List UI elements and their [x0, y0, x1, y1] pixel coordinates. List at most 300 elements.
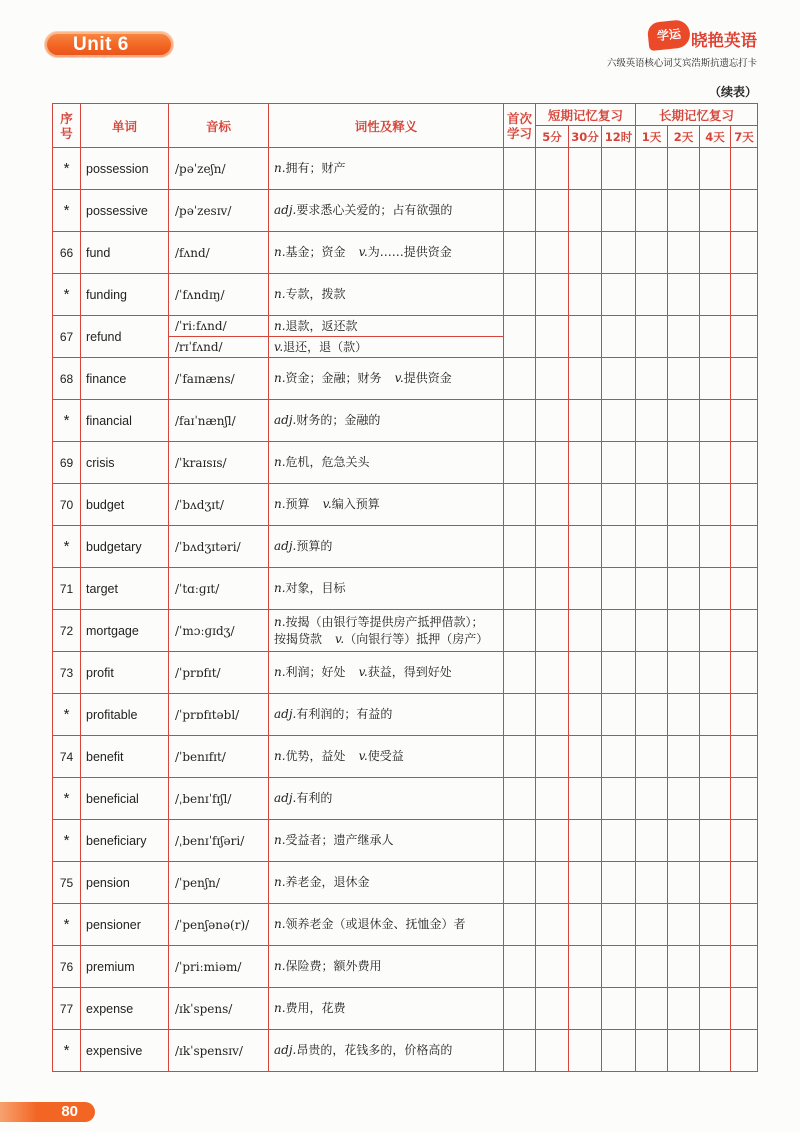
- table-row: [53, 694, 758, 736]
- sense: [274, 615, 484, 629]
- word-cell: funding: [81, 274, 169, 316]
- review-check-cell: [569, 652, 602, 694]
- review-check-cell: [731, 694, 758, 736]
- review-check-cell: [636, 652, 668, 694]
- review-check-cell: [569, 736, 602, 778]
- review-check-cell: [504, 1030, 536, 1072]
- review-check-cell: [602, 232, 636, 274]
- meaning-cell: [269, 568, 504, 610]
- sense: [274, 707, 392, 721]
- review-check-cell: [668, 778, 700, 820]
- review-check-cell: [700, 778, 731, 820]
- col-header-interval: 30分: [569, 126, 602, 148]
- review-check-cell: [569, 904, 602, 946]
- meaning-line: [274, 1000, 503, 1017]
- row-number: 71: [53, 568, 81, 610]
- review-check-cell: [536, 526, 569, 568]
- col-header-interval: 12时: [602, 126, 636, 148]
- review-check-cell: [700, 400, 731, 442]
- review-check-cell: [731, 736, 758, 778]
- review-check-cell: [668, 400, 700, 442]
- review-check-cell: [536, 820, 569, 862]
- col-header-interval: 1天: [636, 126, 668, 148]
- review-check-cell: [504, 946, 536, 988]
- meaning-line: [274, 318, 503, 335]
- part-of-speech: n.: [274, 959, 286, 974]
- meaning-cell: [269, 358, 504, 400]
- review-check-cell: [569, 442, 602, 484]
- review-check-cell: [636, 526, 668, 568]
- part-of-speech: adj.: [274, 203, 297, 218]
- word-cell: budget: [81, 484, 169, 526]
- row-number: 69: [53, 442, 81, 484]
- phonetic-cell: /ˈpriːmiəm/: [169, 946, 269, 988]
- review-check-cell: [569, 1030, 602, 1072]
- review-check-cell: [731, 190, 758, 232]
- review-check-cell: [636, 400, 668, 442]
- review-check-cell: [602, 652, 636, 694]
- part-of-speech: v.: [358, 749, 368, 764]
- phonetic-cell: /ˈriːfʌnd/: [169, 316, 269, 337]
- meaning-cell: [269, 1030, 504, 1072]
- review-check-cell: [569, 820, 602, 862]
- part-of-speech: v.: [335, 631, 345, 646]
- review-check-cell: [668, 442, 700, 484]
- phonetic-cell: /ˈkraɪsɪs/: [169, 442, 269, 484]
- word-cell: expensive: [81, 1030, 169, 1072]
- review-check-cell: [602, 694, 636, 736]
- phonetic-cell: /ˌbenɪˈfɪʃl/: [169, 778, 269, 820]
- part-of-speech: adj.: [274, 1043, 297, 1058]
- review-check-cell: [636, 232, 668, 274]
- word-cell: beneficial: [81, 778, 169, 820]
- review-check-cell: [668, 736, 700, 778]
- review-check-cell: [569, 148, 602, 190]
- sense: [274, 203, 452, 217]
- sense: [274, 959, 382, 973]
- sense: [274, 791, 332, 805]
- review-check-cell: [602, 862, 636, 904]
- review-check-cell: [731, 274, 758, 316]
- review-check-cell: [536, 988, 569, 1030]
- review-check-cell: [636, 820, 668, 862]
- vocabulary-table: [52, 103, 758, 1072]
- phonetic-cell: /ˈprɒfɪt/: [169, 652, 269, 694]
- review-check-cell: [536, 232, 569, 274]
- definition-text: 有利的: [296, 791, 333, 806]
- sense: [274, 319, 358, 333]
- col-header-first-study-label: 首次学习: [506, 110, 532, 141]
- review-check-cell: [731, 526, 758, 568]
- part-of-speech: n.: [274, 455, 286, 470]
- review-check-cell: [731, 946, 758, 988]
- review-check-cell: [668, 358, 700, 400]
- table-row: [53, 358, 758, 400]
- review-check-cell: [731, 778, 758, 820]
- review-check-cell: [668, 820, 700, 862]
- table-row: [53, 526, 758, 568]
- meaning-cell: [269, 946, 504, 988]
- meaning-cell: [269, 526, 504, 568]
- word-cell: financial: [81, 400, 169, 442]
- review-check-cell: [536, 694, 569, 736]
- review-check-cell: [636, 904, 668, 946]
- review-check-cell: [668, 946, 700, 988]
- review-check-cell: [636, 274, 668, 316]
- table-header-row: [53, 104, 758, 126]
- table-row: [53, 904, 758, 946]
- review-check-cell: [700, 610, 731, 652]
- word-cell: possession: [81, 148, 169, 190]
- review-check-cell: [569, 400, 602, 442]
- review-check-cell: [569, 274, 602, 316]
- definition-text: 保险费；额外费用: [285, 959, 382, 974]
- phonetic-cell: /pəˈzesɪv/: [169, 190, 269, 232]
- definition-text: 预算的: [296, 539, 333, 554]
- review-check-cell: [536, 652, 569, 694]
- review-check-cell: [536, 862, 569, 904]
- word-cell: pension: [81, 862, 169, 904]
- definition-text: 按揭贷款: [274, 631, 323, 646]
- table-row: [53, 232, 758, 274]
- meaning-line: [274, 160, 503, 177]
- part-of-speech: v.: [394, 371, 404, 386]
- definition-text: 有利润的；有益的: [296, 707, 393, 722]
- definition-text: 拥有；财产: [285, 161, 346, 176]
- definition-text: 领养老金（或退休金、抚恤金）者: [285, 917, 466, 932]
- word-cell: beneficiary: [81, 820, 169, 862]
- meaning-line: [274, 614, 503, 631]
- review-check-cell: [636, 358, 668, 400]
- review-check-cell: [536, 316, 569, 358]
- review-check-cell: [504, 904, 536, 946]
- review-check-cell: [731, 904, 758, 946]
- review-check-cell: [668, 904, 700, 946]
- sense: [274, 497, 310, 511]
- brand-logo-icon: 学运: [647, 19, 692, 51]
- part-of-speech: n.: [274, 833, 286, 848]
- sense: [335, 632, 488, 646]
- review-check-cell: [536, 190, 569, 232]
- table-row: [53, 862, 758, 904]
- col-header-interval: 5分: [536, 126, 569, 148]
- col-header-word: 单词: [81, 104, 169, 148]
- review-check-cell: [668, 148, 700, 190]
- review-check-cell: [569, 316, 602, 358]
- sense: [274, 371, 382, 385]
- meaning-line: [274, 202, 503, 219]
- review-check-cell: [536, 442, 569, 484]
- phonetic-cell: /ˈtɑːɡɪt/: [169, 568, 269, 610]
- review-check-cell: [731, 484, 758, 526]
- row-number: 74: [53, 736, 81, 778]
- sense: [274, 632, 322, 646]
- row-number: *: [53, 400, 81, 442]
- definition-text: 专款，拨款: [285, 287, 346, 302]
- definition-text: 按揭（由银行等提供房产抵押借款）；: [285, 614, 484, 629]
- part-of-speech: n.: [274, 161, 286, 176]
- col-header-first-study: [504, 104, 536, 148]
- word-cell: target: [81, 568, 169, 610]
- review-check-cell: [504, 274, 536, 316]
- review-check-cell: [700, 988, 731, 1030]
- table-row: [53, 652, 758, 694]
- table-row: [53, 400, 758, 442]
- phonetic-cell: /ˈpenʃənə(r)/: [169, 904, 269, 946]
- sense: [274, 833, 394, 847]
- review-check-cell: [636, 484, 668, 526]
- phonetic-cell: /rɪˈfʌnd/: [169, 337, 269, 358]
- row-number: *: [53, 190, 81, 232]
- word-cell: refund: [81, 316, 169, 358]
- review-check-cell: [504, 610, 536, 652]
- table-row: [53, 190, 758, 232]
- word-cell: budgetary: [81, 526, 169, 568]
- review-check-cell: [731, 442, 758, 484]
- review-check-cell: [731, 1030, 758, 1072]
- row-number: *: [53, 526, 81, 568]
- part-of-speech: adj.: [274, 791, 297, 806]
- meaning-cell: [269, 862, 504, 904]
- definition-text: 为……提供资金: [367, 245, 452, 260]
- part-of-speech: n.: [274, 245, 286, 260]
- row-number: *: [53, 274, 81, 316]
- part-of-speech: adj.: [274, 413, 297, 428]
- review-check-cell: [536, 736, 569, 778]
- meaning-line: [274, 916, 503, 933]
- meaning-line: [274, 580, 503, 597]
- review-check-cell: [731, 820, 758, 862]
- definition-text: 费用，花费: [285, 1001, 346, 1016]
- review-check-cell: [602, 274, 636, 316]
- col-header-long-term-review: 长期记忆复习: [636, 104, 758, 126]
- meaning-cell: [269, 442, 504, 484]
- meaning-line: [274, 664, 503, 681]
- word-cell: possessive: [81, 190, 169, 232]
- review-check-cell: [504, 652, 536, 694]
- review-check-cell: [504, 400, 536, 442]
- review-check-cell: [536, 274, 569, 316]
- meaning-cell: [269, 988, 504, 1030]
- part-of-speech: n.: [274, 318, 286, 333]
- row-number: 73: [53, 652, 81, 694]
- phonetic-cell: /ɪkˈspensɪv/: [169, 1030, 269, 1072]
- meaning-cell: [269, 820, 504, 862]
- review-check-cell: [536, 904, 569, 946]
- review-check-cell: [731, 400, 758, 442]
- part-of-speech: n.: [274, 371, 286, 386]
- review-check-cell: [700, 526, 731, 568]
- phonetic-cell: /ˈpenʃn/: [169, 862, 269, 904]
- definition-text: 财务的；金融的: [296, 413, 381, 428]
- meaning-line: [274, 790, 503, 807]
- review-check-cell: [569, 232, 602, 274]
- row-number: 70: [53, 484, 81, 526]
- unit-badge: Unit 6: [45, 32, 173, 57]
- continued-label: （续表）: [708, 85, 757, 99]
- table-row: [53, 442, 758, 484]
- table-row: [53, 610, 758, 652]
- table-row: [53, 568, 758, 610]
- word-cell: mortgage: [81, 610, 169, 652]
- review-check-cell: [700, 358, 731, 400]
- word-cell: expense: [81, 988, 169, 1030]
- review-check-cell: [504, 190, 536, 232]
- review-check-cell: [636, 610, 668, 652]
- table-row: [53, 820, 758, 862]
- review-check-cell: [668, 610, 700, 652]
- definition-text: 资金；金融；财务: [285, 371, 382, 386]
- review-check-cell: [536, 610, 569, 652]
- definition-text: 利润；好处: [285, 665, 346, 680]
- row-number: 75: [53, 862, 81, 904]
- review-check-cell: [536, 778, 569, 820]
- meaning-line: [274, 1042, 503, 1059]
- definition-text: 昂贵的，花钱多的，价格高的: [296, 1043, 453, 1058]
- part-of-speech: adj.: [274, 539, 297, 554]
- review-check-cell: [569, 610, 602, 652]
- review-check-cell: [731, 652, 758, 694]
- review-check-cell: [731, 232, 758, 274]
- table-row: [53, 148, 758, 190]
- review-check-cell: [731, 610, 758, 652]
- review-check-cell: [636, 1030, 668, 1072]
- review-check-cell: [504, 862, 536, 904]
- meaning-line: [274, 631, 503, 648]
- meaning-cell: [269, 337, 504, 358]
- review-check-cell: [668, 274, 700, 316]
- definition-text: 编入预算: [331, 497, 380, 512]
- row-number: *: [53, 820, 81, 862]
- definition-text: 要求悉心关爱的；占有欲强的: [296, 203, 453, 218]
- word-cell: fund: [81, 232, 169, 274]
- meaning-cell: [269, 694, 504, 736]
- meaning-line: [274, 244, 503, 261]
- meaning-line: [274, 339, 503, 356]
- row-number: *: [53, 778, 81, 820]
- review-check-cell: [602, 484, 636, 526]
- review-check-cell: [569, 526, 602, 568]
- meaning-line: [274, 370, 503, 387]
- word-cell: crisis: [81, 442, 169, 484]
- col-header-interval: 2天: [668, 126, 700, 148]
- meaning-cell: [269, 148, 504, 190]
- phonetic-cell: /pəˈzeʃn/: [169, 148, 269, 190]
- review-check-cell: [700, 190, 731, 232]
- row-number: *: [53, 1030, 81, 1072]
- meaning-cell: [269, 274, 504, 316]
- meaning-line: [274, 706, 503, 723]
- word-cell: premium: [81, 946, 169, 988]
- col-header-interval: 4天: [700, 126, 731, 148]
- meaning-line: [274, 496, 503, 513]
- meaning-cell: [269, 610, 504, 652]
- review-check-cell: [569, 568, 602, 610]
- review-check-cell: [504, 232, 536, 274]
- table-row: [53, 274, 758, 316]
- col-header-short-term-review: 短期记忆复习: [536, 104, 636, 126]
- review-check-cell: [636, 148, 668, 190]
- part-of-speech: n.: [274, 665, 286, 680]
- review-check-cell: [668, 1030, 700, 1072]
- sense: [395, 371, 452, 385]
- definition-text: 提供资金: [403, 371, 452, 386]
- review-check-cell: [700, 232, 731, 274]
- review-check-cell: [636, 190, 668, 232]
- review-check-cell: [636, 778, 668, 820]
- review-check-cell: [504, 148, 536, 190]
- definition-text: 退款，返还款: [285, 318, 358, 333]
- word-cell: profit: [81, 652, 169, 694]
- part-of-speech: n.: [274, 917, 286, 932]
- review-check-cell: [602, 568, 636, 610]
- review-check-cell: [636, 316, 668, 358]
- sense: [274, 1001, 346, 1015]
- phonetic-cell: /ˈbʌdʒɪtəri/: [169, 526, 269, 568]
- table-row: [53, 1030, 758, 1072]
- review-check-cell: [569, 358, 602, 400]
- review-check-cell: [731, 316, 758, 358]
- review-check-cell: [636, 988, 668, 1030]
- phonetic-cell: /ˈfaɪnæns/: [169, 358, 269, 400]
- review-check-cell: [700, 946, 731, 988]
- meaning-line: [274, 412, 503, 429]
- sense: [274, 539, 332, 553]
- part-of-speech: n.: [274, 749, 286, 764]
- review-check-cell: [668, 232, 700, 274]
- review-check-cell: [668, 988, 700, 1030]
- part-of-speech: v.: [358, 665, 368, 680]
- review-check-cell: [668, 862, 700, 904]
- review-check-cell: [731, 568, 758, 610]
- review-check-cell: [636, 568, 668, 610]
- definition-text: 优势，益处: [285, 749, 346, 764]
- sense: [274, 581, 346, 595]
- row-number: *: [53, 148, 81, 190]
- review-check-cell: [636, 442, 668, 484]
- review-check-cell: [536, 358, 569, 400]
- sense: [274, 1043, 452, 1057]
- row-number: 66: [53, 232, 81, 274]
- row-number: 77: [53, 988, 81, 1030]
- table-row: [53, 316, 758, 337]
- row-number: 76: [53, 946, 81, 988]
- review-check-cell: [668, 694, 700, 736]
- review-check-cell: [668, 316, 700, 358]
- phonetic-cell: /ɪkˈspens/: [169, 988, 269, 1030]
- review-check-cell: [602, 946, 636, 988]
- review-check-cell: [700, 820, 731, 862]
- review-check-cell: [602, 904, 636, 946]
- sense: [359, 749, 404, 763]
- meaning-line: [274, 958, 503, 975]
- meaning-line: [274, 538, 503, 555]
- meaning-cell: [269, 904, 504, 946]
- review-check-cell: [700, 148, 731, 190]
- review-check-cell: [700, 484, 731, 526]
- row-number: *: [53, 694, 81, 736]
- review-check-cell: [504, 484, 536, 526]
- sense: [274, 413, 380, 427]
- review-check-cell: [536, 1030, 569, 1072]
- review-check-cell: [504, 568, 536, 610]
- table-row: [53, 484, 758, 526]
- part-of-speech: v.: [322, 497, 332, 512]
- page-number: 80: [0, 1102, 95, 1122]
- definition-text: 对象，目标: [285, 581, 346, 596]
- row-number: 72: [53, 610, 81, 652]
- definition-text: 危机，危急关头: [285, 455, 370, 470]
